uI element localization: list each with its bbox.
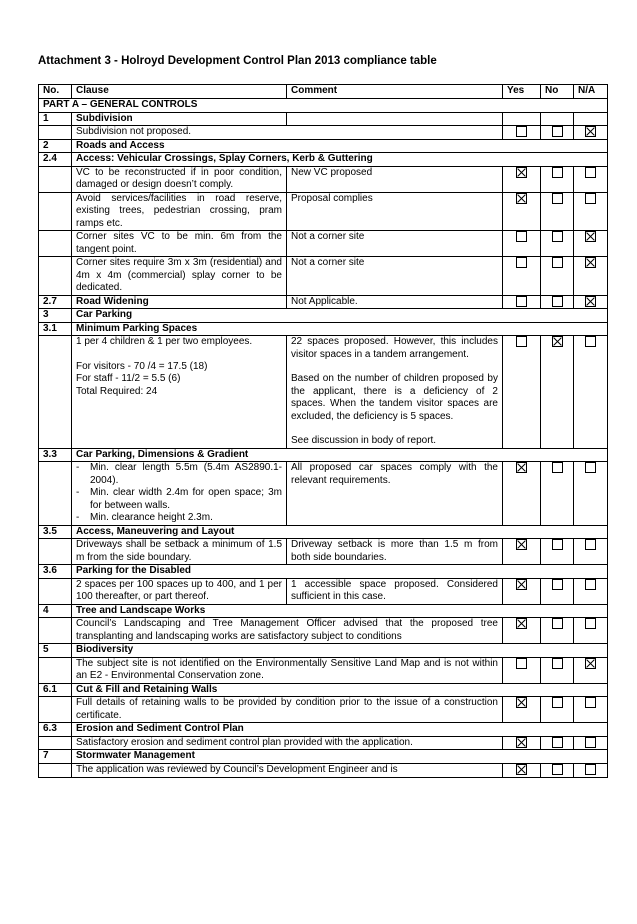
no-checkbox[interactable] [552,539,563,550]
header-comment: Comment [287,85,503,99]
section-number: 2.7 [39,295,72,309]
table-row [39,231,608,257]
section-title: Stormwater Management [72,750,608,764]
clause-line: For staff - 11/2 = 5.5 (6) [76,373,181,385]
yes-checkbox[interactable] [516,462,527,473]
section-number: 2 [39,139,72,153]
section-title: Car Parking, Dimensions & Gradient [72,448,608,462]
no-checkbox[interactable] [552,167,563,178]
na-checkbox[interactable] [585,126,596,137]
no-checkbox[interactable] [552,193,563,204]
clause-text: VC to be reconstructed if in poor condition, damaged or design doesn’t comply. [72,166,287,192]
comment-paragraph: Based on the number of children proposed by the applicant, there is a deficiency of 2 spaces. When the tandem visitor spaces are excluded, the deficiency is 5 spaces. [291,373,498,422]
section-heading-row [39,723,608,737]
table-row [39,763,608,777]
section-title: Car Parking [72,309,608,323]
section-title: Roads and Access [72,139,608,153]
comment-text [287,336,503,449]
yes-checkbox[interactable] [516,764,527,775]
table-row [39,657,608,683]
clause-text: Full details of retaining walls to be provided by condition prior to the issue of a construction certificate. [72,697,503,723]
clause-text: Council’s Landscaping and Tree Management Officer advised that the proposed tree transplanting and landscaping works are satisfactory subject to conditions [72,618,503,644]
table-row [39,578,608,604]
section-title: Erosion and Sediment Control Plan [72,723,608,737]
comment-text: Proposal complies [287,192,503,231]
comment-text: Not a corner site [287,231,503,257]
section-number: 6.3 [39,723,72,737]
comment-text: Not a corner site [287,257,503,296]
clause-line: For visitors - 70 /4 = 17.5 (18) [76,360,208,372]
table-row [39,336,608,449]
header-na: N/A [574,85,608,99]
na-checkbox[interactable] [585,193,596,204]
yes-checkbox[interactable] [516,126,527,137]
yes-checkbox[interactable] [516,737,527,748]
section-title: Biodiversity [72,644,608,658]
section-number: 2.4 [39,153,72,167]
section-number: 3 [39,309,72,323]
section-heading-row [39,139,608,153]
section-number: 4 [39,604,72,618]
section-heading-row [39,644,608,658]
no-checkbox[interactable] [552,462,563,473]
section-heading-row [39,153,608,167]
yes-checkbox[interactable] [516,167,527,178]
no-checkbox[interactable] [552,618,563,629]
requirement-list [76,462,282,525]
table-row [39,295,608,309]
section-heading-row [39,683,608,697]
no-checkbox[interactable] [552,737,563,748]
na-checkbox[interactable] [585,336,596,347]
yes-checkbox[interactable] [516,336,527,347]
no-checkbox[interactable] [552,126,563,137]
clause-text [72,462,287,526]
clause-text: Driveways shall be setback a minimum of 1.5 m from the side boundary. [72,539,287,565]
section-number: 5 [39,644,72,658]
section-number: 3.1 [39,322,72,336]
na-checkbox[interactable] [585,231,596,242]
section-title: Access, Maneuvering and Layout [72,525,608,539]
section-heading-row [39,322,608,336]
header-no: No. [39,85,72,99]
yes-checkbox[interactable] [516,539,527,550]
comment-text: Not Applicable. [287,295,503,309]
table-row [39,618,608,644]
na-checkbox[interactable] [585,296,596,307]
section-heading-row [39,448,608,462]
clause-text: Corner sites require 3m x 3m (residential) and 4m x 4m (commercial) splay corner to be dedicated. [72,257,287,296]
list-item: - Min. clear width 2.4m for open space; 3m for between walls. [76,487,282,512]
no-checkbox[interactable] [552,231,563,242]
yes-checkbox[interactable] [516,579,527,590]
part-a-row [39,99,608,113]
section-title: Parking for the Disabled [72,565,608,579]
clause-text [72,336,287,449]
no-checkbox[interactable] [552,697,563,708]
table-row [39,736,608,750]
no-checkbox[interactable] [552,658,563,669]
clause-text: 2 spaces per 100 spaces up to 400, and 1 per 100 thereafter, or part thereof. [72,578,287,604]
section-title: Minimum Parking Spaces [72,322,608,336]
no-checkbox[interactable] [552,764,563,775]
section-number: 1 [39,112,72,126]
header-no-col: No [541,85,574,99]
yes-checkbox[interactable] [516,257,527,268]
list-item: - Min. clearance height 2.3m. [76,512,282,525]
clause-text: Subdivision not proposed. [72,126,503,140]
yes-checkbox[interactable] [516,697,527,708]
na-checkbox[interactable] [585,618,596,629]
clause-text: Satisfactory erosion and sediment control plan provided with the application. [72,736,503,750]
section-heading-row [39,565,608,579]
table-row [39,126,608,140]
section-heading-row [39,525,608,539]
table-row [39,539,608,565]
no-checkbox[interactable] [552,257,563,268]
no-checkbox[interactable] [552,296,563,307]
clause-text: Avoid services/facilities in road reserve, existing trees, pedestrian crossing, pram ramps etc. [72,192,287,231]
compliance-table [38,84,608,778]
comment-paragraph: See discussion in body of report. [291,435,437,447]
na-checkbox[interactable] [585,737,596,748]
section-number: 7 [39,750,72,764]
na-checkbox[interactable] [585,257,596,268]
table-row [39,192,608,231]
header-row [39,85,608,99]
header-clause: Clause [72,85,287,99]
comment-text: All proposed car spaces comply with the relevant requirements. [287,462,503,526]
no-checkbox[interactable] [552,336,563,347]
section-title: Road Widening [72,295,287,309]
table-row [39,257,608,296]
document-title: Attachment 3 - Holroyd Development Control Plan 2013 compliance table [38,55,437,67]
section-heading-row [39,112,608,126]
na-checkbox[interactable] [585,697,596,708]
yes-checkbox[interactable] [516,658,527,669]
comment-text: New VC proposed [287,166,503,192]
comment-text: 1 accessible space proposed. Considered sufficient in this case. [287,578,503,604]
comment-text: Driveway setback is more than 1.5 m from both side boundaries. [287,539,503,565]
section-title: Cut & Fill and Retaining Walls [72,683,608,697]
section-heading-row [39,604,608,618]
na-checkbox[interactable] [585,167,596,178]
na-checkbox[interactable] [585,462,596,473]
na-checkbox[interactable] [585,539,596,550]
section-heading-row [39,309,608,323]
section-title: Access: Vehicular Crossings, Splay Corners, Kerb & Guttering [72,153,608,167]
clause-line: 1 per 4 children & 1 per two employees. [76,336,253,348]
yes-checkbox[interactable] [516,231,527,242]
table-row [39,697,608,723]
na-checkbox[interactable] [585,579,596,590]
clause-text: The application was reviewed by Council’s Development Engineer and is [72,763,503,777]
yes-checkbox[interactable] [516,296,527,307]
clause-text: Corner sites VC to be min. 6m from the tangent point. [72,231,287,257]
list-item: - Min. clear length 5.5m (5.4m AS2890.1-2004). [76,462,282,487]
section-number: 3.6 [39,565,72,579]
section-number: 3.3 [39,448,72,462]
clause-text: The subject site is not identified on the Environmentally Sensitive Land Map and is not within an E2 - Environmental Conservation zone. [72,657,503,683]
table-row [39,166,608,192]
section-number: 3.5 [39,525,72,539]
header-yes: Yes [503,85,541,99]
clause-line: Total Required: 24 [76,385,158,397]
yes-checkbox[interactable] [516,618,527,629]
yes-checkbox[interactable] [516,193,527,204]
section-heading-row [39,750,608,764]
na-checkbox[interactable] [585,658,596,669]
na-checkbox[interactable] [585,764,596,775]
section-title: Subdivision [72,112,287,126]
table-row [39,462,608,526]
no-checkbox[interactable] [552,579,563,590]
section-number: 6.1 [39,683,72,697]
section-title: Tree and Landscape Works [72,604,608,618]
comment-paragraph: 22 spaces proposed. However, this includes visitor spaces in a tandem arrangement. [291,336,498,360]
part-a-heading: PART A – GENERAL CONTROLS [39,99,608,113]
